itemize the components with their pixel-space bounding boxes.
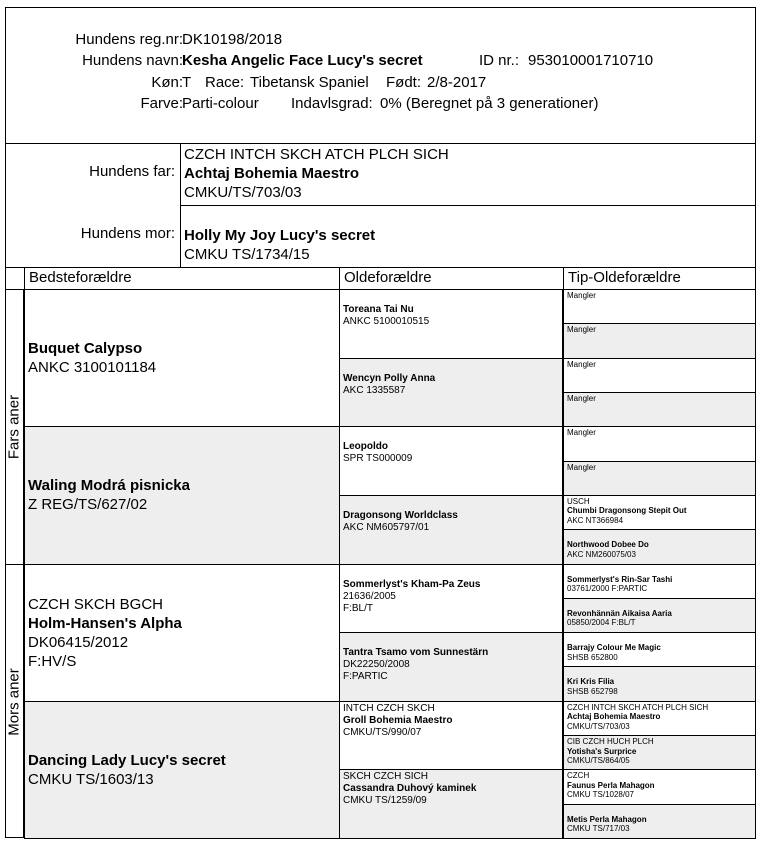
grandparent-titles: CZCH SKCH BGCH [28, 595, 164, 613]
great-great-grandparent-cell [563, 289, 756, 324]
great-great-grandparent-reg: SHSB 652800 [567, 652, 618, 662]
great-great-grandparent-name: Sommerlyst's Rin-Sar Tashi [567, 574, 673, 584]
side-mors-label: Mors aner [5, 667, 23, 736]
id-label: ID nr.: [479, 52, 520, 69]
great-great-grandparent-reg: 05850/2004 F:BL/T [567, 618, 636, 628]
great-grandparent-cell [339, 289, 563, 359]
great-great-grandparent-name: Kri Kris Filia [567, 677, 615, 687]
side-fars-label: Fars aner [5, 394, 23, 460]
great-grandparent-cell [339, 495, 563, 565]
col-header-gp: Bedsteforældre [24, 267, 340, 289]
grandparent-name: Waling Modrá pisnicka [28, 477, 190, 495]
side-mors [5, 564, 24, 838]
great-grandparent-name: Cassandra Duhový kaminek [343, 783, 477, 795]
great-grandparent-reg: CMKU TS/1259/09 [343, 795, 427, 807]
great-grandparent-reg: ANKC 5100010515 [343, 316, 430, 327]
great-grandparent-reg: 21636/2005 [343, 590, 396, 602]
great-grandparent-name: Groll Bohemia Maestro [343, 714, 453, 726]
great-great-grandparent-titles: CZCH [567, 771, 590, 781]
great-great-grandparent-cell [563, 358, 756, 393]
great-great-grandparent-cell [563, 632, 756, 667]
grandparent-reg: CMKU TS/1603/13 [28, 770, 154, 788]
father-box [180, 143, 756, 205]
great-great-grandparent-cell [563, 666, 756, 701]
grandparent-reg: Z REG/TS/627/02 [28, 496, 148, 514]
great-grandparent-cell [339, 632, 563, 702]
great-great-grandparent-reg: CMKU/TS/703/03 [567, 721, 630, 731]
great-grandparent-name: Toreana Tai Nu [343, 304, 414, 315]
mother-label: Hundens mor: [80, 225, 175, 242]
inbreeding-value: 0% (Beregnet på 3 generationer) [380, 95, 599, 112]
great-grandparent-reg: CMKU/TS/990/07 [343, 726, 422, 738]
name-label: Hundens navn: [82, 52, 183, 69]
great-great-grandparent-name: Metis Perla Mahagon [567, 814, 647, 824]
father-titles: CZCH INTCH SKCH ATCH PLCH SICH [184, 146, 449, 163]
great-great-grandparent-titles: Mangler [567, 325, 596, 335]
color-label: Farve: [140, 95, 183, 112]
col-header-ggp: Oldeforældre [339, 267, 563, 289]
great-grandparent-extra: F:PARTIC [343, 671, 388, 683]
col-header-gggp: Tip-Oldeforældre [563, 267, 756, 289]
great-great-grandparent-reg: 03761/2000 F:PARTIC [567, 584, 648, 593]
great-grandparent-cell [339, 769, 563, 839]
great-great-grandparent-name: Yotisha's Surprice [567, 746, 637, 756]
grandparent-cell [24, 701, 340, 839]
grandparent-reg: DK06415/2012 [28, 633, 129, 651]
great-great-grandparent-reg: SHSB 652798 [567, 686, 618, 696]
great-grandparent-reg: AKC NM605797/01 [343, 521, 430, 533]
father-label: Hundens far: [89, 163, 175, 180]
sex-value: T [182, 74, 192, 91]
grandparent-cell [24, 564, 340, 702]
great-great-grandparent-titles: CZCH INTCH SKCH ATCH PLCH SICH [567, 702, 709, 712]
sex-label: Køn: [151, 74, 183, 91]
great-great-grandparent-titles: Mangler [567, 393, 596, 403]
father-reg: CMKU/TS/703/03 [184, 184, 302, 201]
great-great-grandparent-titles: USCH [567, 496, 590, 506]
mother-reg: CMKU TS/1734/15 [184, 246, 310, 263]
side-fars [5, 289, 24, 564]
race-label: Race: [205, 74, 245, 91]
grandparent-extra: F:HV/S [28, 652, 77, 670]
reg-value: DK10198/2018 [182, 31, 283, 48]
id-value: 953010001710710 [528, 52, 654, 69]
great-grandparent-name: Dragonsong Worldclass [343, 509, 458, 521]
born-label: Født: [386, 74, 422, 91]
great-grandparent-name: Sommerlyst's Kham-Pa Zeus [343, 578, 481, 590]
name-value: Kesha Angelic Face Lucy's secret [182, 52, 423, 69]
color-value: Parti-colour [182, 95, 259, 112]
grandparent-cell [24, 426, 340, 564]
great-great-grandparent-cell [563, 804, 756, 839]
great-grandparent-reg: DK22250/2008 [343, 659, 410, 671]
born-value: 2/8-2017 [427, 74, 487, 91]
great-grandparent-titles: SKCH CZCH SICH [343, 771, 429, 783]
great-great-grandparent-cell [563, 564, 756, 599]
reg-label: Hundens reg.nr: [75, 31, 183, 48]
great-great-grandparent-titles: Mangler [567, 462, 596, 472]
great-grandparent-name: Leopoldo [343, 441, 388, 453]
great-grandparent-cell [339, 564, 563, 634]
grandparent-name: Dancing Lady Lucy's secret [28, 751, 226, 769]
great-great-grandparent-cell [563, 323, 756, 358]
great-great-grandparent-name: Achtaj Bohemia Maestro [567, 712, 661, 722]
great-great-grandparent-name: Chumbi Dragonsong Stepit Out [567, 506, 687, 516]
great-great-grandparent-cell [563, 735, 756, 770]
father-name: Achtaj Bohemia Maestro [184, 165, 360, 182]
great-great-grandparent-cell [563, 392, 756, 427]
great-grandparent-name: Tantra Tsamo vom Sunnestärn [343, 647, 489, 659]
great-great-grandparent-name: Faunus Perla Mahagon [567, 780, 655, 790]
great-grandparent-cell [339, 358, 563, 428]
grandparent-name: Holm-Hansen's Alpha [28, 614, 182, 632]
great-great-grandparent-reg: CMKU/TS/864/05 [567, 756, 630, 766]
mother-box [180, 205, 756, 267]
great-great-grandparent-cell [563, 769, 756, 804]
great-great-grandparent-titles: CIB CZCH HUCH PLCH [567, 737, 654, 747]
great-great-grandparent-reg: AKC NM260075/03 [567, 549, 636, 559]
grandparent-cell [24, 289, 340, 427]
great-grandparent-cell [339, 701, 563, 771]
great-grandparent-name: Wencyn Polly Anna [343, 372, 436, 384]
great-grandparent-extra: F:BL/T [343, 602, 374, 614]
great-great-grandparent-cell [563, 701, 756, 736]
race-value: Tibetansk Spaniel [250, 74, 369, 91]
great-grandparent-cell [339, 426, 563, 496]
great-great-grandparent-reg: AKC NT366984 [567, 515, 624, 525]
great-great-grandparent-cell [563, 426, 756, 461]
great-great-grandparent-name: Revonhännän Aikaisa Aaria [567, 608, 672, 618]
great-great-grandparent-cell [563, 461, 756, 496]
great-great-grandparent-titles: Mangler [567, 359, 596, 369]
grandparent-name: Buquet Calypso [28, 340, 143, 358]
great-great-grandparent-cell [563, 495, 756, 530]
great-great-grandparent-cell [563, 529, 756, 564]
mother-name: Holly My Joy Lucy's secret [184, 227, 376, 244]
great-great-grandparent-titles: Mangler [567, 428, 596, 438]
great-great-grandparent-reg: CMKU TS/1028/07 [567, 790, 634, 800]
inbreeding-label: Indavlsgrad: [291, 95, 373, 112]
great-great-grandparent-cell [563, 598, 756, 633]
great-grandparent-titles: INTCH CZCH SKCH [343, 702, 435, 714]
great-great-grandparent-titles: Mangler [567, 291, 596, 300]
great-grandparent-reg: SPR TS000009 [343, 453, 413, 465]
great-grandparent-reg: AKC 1335587 [343, 384, 406, 396]
great-great-grandparent-name: Northwood Dobee Do [567, 540, 649, 550]
great-great-grandparent-reg: CMKU TS/717/03 [567, 824, 630, 834]
grandparent-reg: ANKC 3100101184 [28, 359, 157, 377]
great-great-grandparent-name: Barrajy Colour Me Magic [567, 643, 661, 653]
